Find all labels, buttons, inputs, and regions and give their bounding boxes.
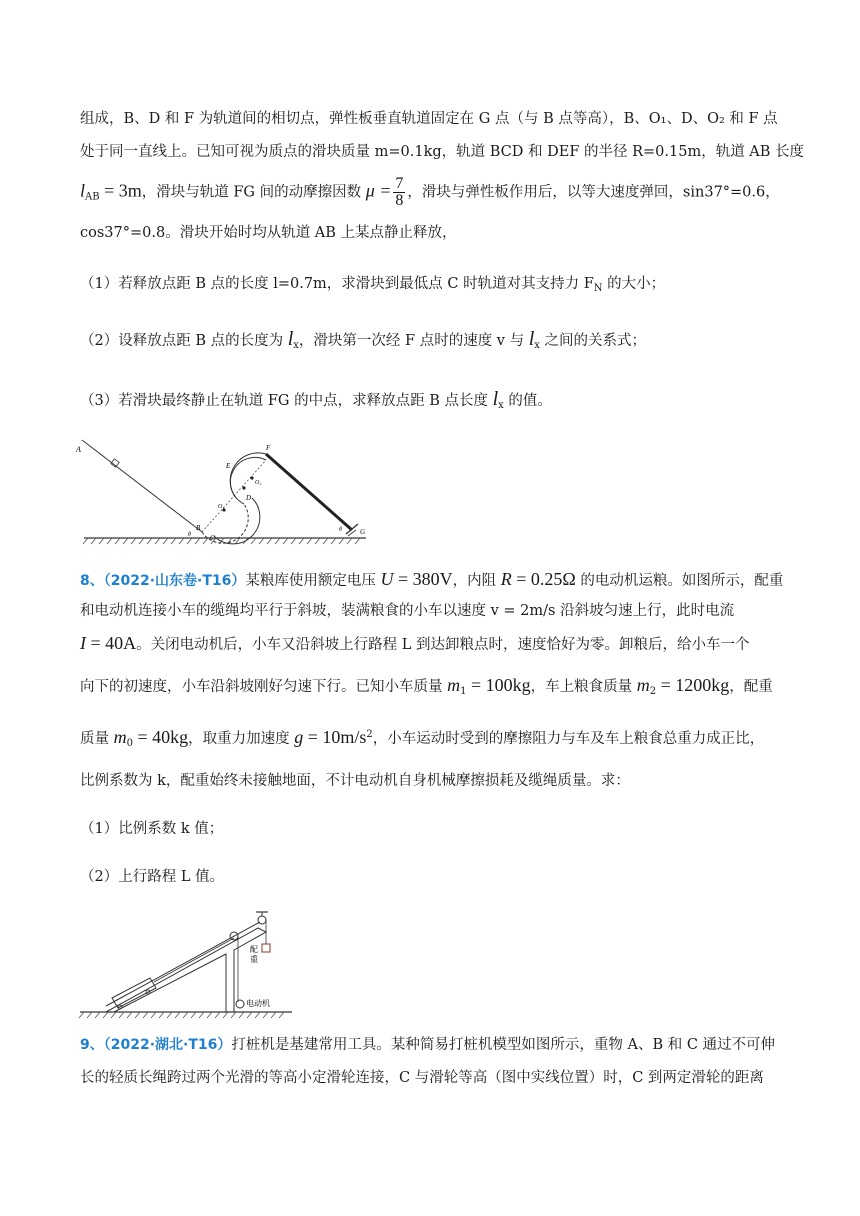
center-o2	[250, 476, 253, 479]
formula-lx-3: l	[492, 388, 499, 410]
slope-top	[106, 922, 260, 1006]
q8-line-5	[80, 724, 785, 755]
point-d	[242, 486, 245, 489]
fraction-7-8	[393, 176, 405, 209]
q7-sub3-b: 的值。	[503, 393, 552, 409]
q8-line-3	[80, 632, 785, 656]
q8-l4-c: ，配重	[729, 679, 773, 695]
q7-line-3	[80, 176, 785, 209]
formula-m1-sub: 1	[460, 686, 467, 697]
formula-l: l	[80, 180, 86, 201]
formula-lx-2-sub: x	[534, 340, 540, 351]
q8-source: （2022·山东卷·T16）	[103, 573, 246, 589]
q8-line-6: 比例系数为 k，配重始终未接触地面，不计电动机自身机械摩擦损耗及缆绳质量。求：	[80, 773, 630, 789]
pulley-2	[258, 916, 266, 924]
label-c: C	[210, 534, 215, 542]
q7-track-figure	[76, 438, 376, 550]
formula-g-sup: 2	[366, 729, 373, 740]
formula-m2: m	[636, 675, 650, 695]
q7-line-2: 处于同一直线上。已知可视为质点的滑块质量 m=0.1kg，轨道 BCD 和 DEF 的半径 R=0.15m，轨道 AB 长度	[80, 144, 805, 160]
q8-l1-c: 的电动机运粮。如图所示，配重	[575, 573, 784, 589]
formula-g: g	[294, 727, 304, 747]
q8-line-1	[80, 568, 785, 592]
formula-m0: m	[113, 727, 127, 747]
fraction-denominator: 8	[395, 192, 404, 209]
label-f: F	[266, 444, 271, 452]
q9-line-2: 长的轻质长绳跨过两个光滑的等高小定滑轮连接，C 与滑轮等高（图中实线位置）时，C 到两定滑轮的距离	[80, 1070, 764, 1086]
formula-i: I	[80, 633, 86, 653]
q8-line-2: 和电动机连接小车的缆绳均平行于斜坡，装满粮食的小车以速度 v = 2m/s 沿斜坡匀速上行，此时电流	[80, 603, 735, 619]
ground-hatching-2	[79, 1012, 284, 1018]
formula-lx-sub: x	[293, 340, 299, 351]
q7-sub2-a: （2）设释放点距 B 点的长度为	[80, 333, 288, 349]
q7-line-3-mid: ，滑块与轨道 FG 间的动摩擦因数	[141, 184, 366, 201]
track-fg	[266, 454, 352, 530]
formula-mu: μ =	[365, 180, 392, 201]
q7-line-3-post: ，滑块与弹性板作用后，以等大速度弹回，sin37°=0.6，	[407, 184, 780, 201]
q7-sub1-subscript: N	[593, 283, 603, 294]
q8-number: 8、	[80, 573, 104, 589]
formula-lx-3-sub: x	[498, 400, 504, 411]
q8-l5-c: ，小车运动时受到的摩擦阻力与车及车上粮食总重力成正比，	[372, 731, 765, 747]
q7-sub1-end: 的大小；	[602, 276, 666, 292]
incline-ab	[82, 440, 202, 532]
q8-l5-a: 质量	[80, 731, 114, 747]
formula-m2-sub: 2	[649, 686, 657, 697]
formula-u: U	[380, 569, 394, 589]
q8-l3-rest: 。关闭电动机后，小车又沿斜坡上行路程 L 到达卸粮点时，速度恰好为零。卸粮后，给小车一个	[136, 637, 750, 653]
label-theta-2: θ	[339, 527, 342, 533]
q7-sub3-a: （3）若滑块最终静止在轨道 FG 的中点，求释放点距 B 点长度	[80, 393, 493, 409]
q8-l1-b: ，内阻	[452, 573, 501, 589]
formula-l-subscript: AB	[85, 191, 100, 203]
label-d: D	[246, 494, 252, 502]
formula-r: R	[500, 569, 512, 589]
q7-sub1-text: （1）若释放点距 B 点的长度 l=0.7m，求滑块到最低点 C 时轨道对其支持力 F	[80, 276, 594, 292]
label-e: E	[226, 462, 231, 470]
q8-l1-a: 某粮库使用额定电压	[245, 573, 381, 589]
q8-subquestion-2: （2）上行路程 L 值。	[80, 869, 225, 885]
q7-line-1: 组成，B、D 和 F 为轨道间的相切点，弹性板垂直轨道固定在 G 点（与 B 点等高），B、O₁、D、O₂ 和 F 点	[80, 111, 778, 127]
label-counterweight-2: 重	[250, 955, 258, 964]
formula-u-value: = 380V	[393, 569, 453, 589]
label-o2: O₂	[255, 480, 262, 486]
q7-subquestion-2	[80, 328, 785, 357]
q9-number: 9、	[80, 1037, 104, 1053]
q8-subquestion-1: （1）比例系数 k 值；	[80, 821, 224, 837]
q7-sub2-c: 之间的关系式；	[539, 333, 647, 349]
label-motor: 电动机	[246, 999, 270, 1008]
label-theta: θ	[188, 532, 191, 538]
label-counterweight-1: 配	[250, 945, 258, 954]
centers-line	[202, 460, 266, 532]
formula-l-value: = 3m	[99, 180, 142, 201]
label-b: B	[196, 524, 201, 532]
q9-source: （2022·湖北·T16）	[103, 1037, 232, 1053]
q9-line-1	[80, 1034, 785, 1056]
label-o1: O₁	[218, 504, 225, 510]
slope-structure	[106, 928, 266, 1012]
q8-l5-b: ，取重力加速度	[188, 731, 295, 747]
formula-r-value: = 0.25Ω	[511, 569, 576, 589]
counterweight	[262, 944, 270, 952]
formula-m2-value: = 1200kg	[656, 675, 730, 695]
formula-m0-value: = 40kg	[132, 727, 189, 747]
q8-l4-a: 向下的初速度，小车沿斜坡刚好匀速下行。已知小车质量	[80, 679, 448, 695]
q7-line-4: cos37°=0.8。滑块开始时均从轨道 AB 上某点静止释放，	[80, 225, 457, 241]
q8-l4-b: ，车上粮食质量	[530, 679, 637, 695]
q7-subquestion-1	[80, 273, 785, 300]
formula-m1-value: = 100kg	[466, 675, 531, 695]
formula-lx: l	[287, 328, 294, 350]
formula-g-value: = 10m/s	[303, 727, 367, 747]
fraction-numerator: 7	[395, 175, 404, 192]
motor	[236, 1000, 244, 1008]
q7-sub2-b: ，滑块第一次经 F 点时的速度 v 与	[298, 333, 529, 349]
q8-line-4	[80, 674, 785, 703]
label-a: A	[76, 445, 81, 454]
q9-l1: 打桩机是基建常用工具。某种简易打桩机模型如图所示，重物 A、B 和 C 通过不可伸	[231, 1037, 776, 1053]
formula-m0-sub: 0	[126, 738, 133, 749]
q8-incline-figure	[76, 906, 296, 1024]
formula-i-value: = 40A	[86, 633, 137, 653]
q7-subquestion-3	[80, 388, 785, 417]
label-g: G	[360, 528, 366, 536]
formula-lx-2: l	[528, 328, 535, 350]
arc-def-outer	[230, 453, 266, 498]
formula-m1: m	[447, 675, 461, 695]
cable	[154, 938, 234, 982]
